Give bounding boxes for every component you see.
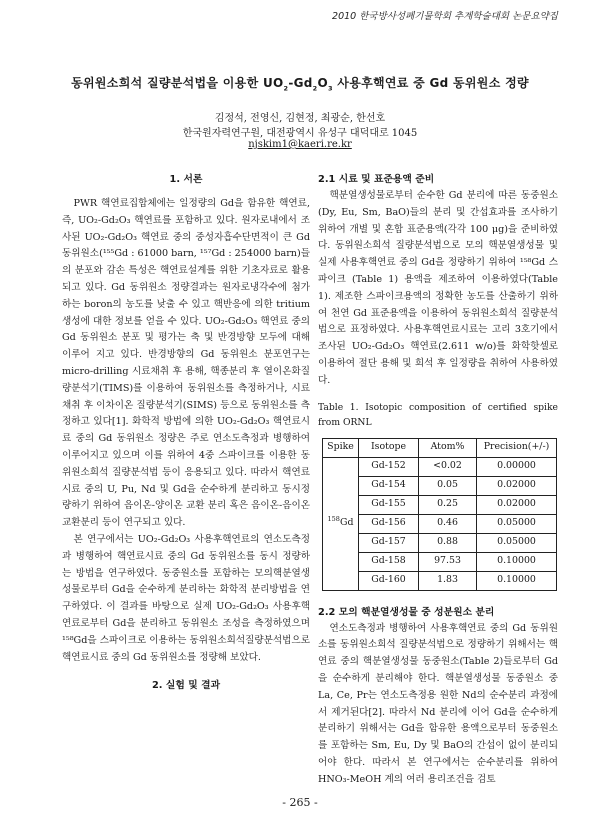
column-header: Spike xyxy=(323,438,359,457)
isotope-cell: Gd-160 xyxy=(359,571,419,590)
section-2-2-heading: 2.2 모의 핵분열생성물 중 성분원소 분리 xyxy=(318,606,495,618)
spike-composition-table xyxy=(322,438,557,591)
intro-paragraph-2: 본 연구에서는 UO₂-Gd₂O₃ 사용후핵연료의 연소도측정과 병행하여 핵연료시료 중의 Gd 동위원소를 동시 정량하는 방법을 연구하였다. 동중원소를 포함하는 모의핵분열생성물로부터 Gd을 순수하게 분리하는 화학적 분리방법을 연구하였다. 이 결과를 바탕으로 실제 UO₂-Gd₂O₃ 사용후핵연료로부터 Gd을 분리하고 동위원소 조성을 측정하였으며 ¹⁵⁸Gd을 스파이크로 이용하는 동위원소희석질량분석법으로 핵연료시료 중의 Gd 동위원소를 정량해 보았다. xyxy=(62,533,310,663)
page-number: - 265 - xyxy=(282,796,318,809)
table-row xyxy=(323,514,557,533)
precision-cell: 0.10000 xyxy=(477,552,557,571)
email-link[interactable]: njskim1@kaeri.re.kr xyxy=(248,139,352,150)
table-header-row xyxy=(323,438,557,457)
conference-header: 2010 한국방사성폐기물학회 추계학술대회 논문요약집 xyxy=(332,11,558,22)
experiment-heading: 2. 실험 및 결과 xyxy=(151,680,221,692)
isotope-cell: Gd-154 xyxy=(359,476,419,495)
isotope-cell: Gd-152 xyxy=(359,457,419,476)
atom-cell: 1.83 xyxy=(419,571,477,590)
column-header: Atom% xyxy=(419,438,477,457)
atom-cell: 97.53 xyxy=(419,552,477,571)
paper-title: 동위원소희석 질량분석법을 이용한 $UO_2-Gd_2O_3$ 사용후핵연료 중 Gd 동위원소 정량 xyxy=(71,76,529,93)
spike-element: Gd xyxy=(339,517,354,529)
column-header: Isotope xyxy=(359,438,419,457)
isotope-cell: Gd-155 xyxy=(359,495,419,514)
precision-cell: 0.05000 xyxy=(477,533,557,552)
table-row xyxy=(323,571,557,590)
isotope-cell: Gd-156 xyxy=(359,514,419,533)
table-row xyxy=(323,533,557,552)
atom-cell: <0.02 xyxy=(419,457,477,476)
isotope-cell: Gd-158 xyxy=(359,552,419,571)
precision-cell: 0.05000 xyxy=(477,514,557,533)
spike-cell xyxy=(323,457,359,590)
column-header: Precision(+/-) xyxy=(477,438,557,457)
table-row xyxy=(323,457,557,476)
affiliation: 한국원자력연구원, 대전광역시 유성구 대덕대로 1045 xyxy=(182,128,418,139)
atom-cell: 0.25 xyxy=(419,495,477,514)
table-row xyxy=(323,476,557,495)
left-column xyxy=(62,172,310,694)
atom-cell: 0.05 xyxy=(419,476,477,495)
isotope-cell: Gd-157 xyxy=(359,533,419,552)
spike-mass: 158 xyxy=(327,515,340,524)
section-2-1-text: 핵분열생성물로부터 순수한 Gd 분리에 따른 동중원소(Dy, Eu, Sm, BaO)들의 분리 및 간섭효과를 조사하기 위하여 개별 및 혼합 표준용액(각각 100 μg)을 준비하였다. 동위원소희석 질량분석법으로 모의 핵분열생성물 및 실제 사용후핵연료 중의 Gd을 정량하기 위하여 ¹⁵⁸Gd 스파이크 (Table 1) 용액을 제조하여 이용하였다(Table 1). 제조한 스파이크용액의 정확한 농도를 산출하기 위하여 천연 Gd 표준용액을 이용하여 동위원소희석 질량분석법으로 표정하였다. 사용후핵연료시료는 고리 3호기에서 조사된 UO₂-Gd₂O₃ 핵연료(2.611 w/o)를 화학핫셀로 이용하여 절단 용해 및 희석 후 일정량을 취하여 사용하였다. xyxy=(318,190,558,386)
right-column xyxy=(318,172,558,789)
table-row xyxy=(323,552,557,571)
section-2-1-heading: 2.1 시료 및 표준용액 준비 xyxy=(318,174,435,185)
precision-cell: 0.02000 xyxy=(477,476,557,495)
author-list: 김정석, 전영신, 김현정, 최광순, 한선호 xyxy=(214,113,386,124)
precision-cell: 0.10000 xyxy=(477,571,557,590)
table-caption: Table 1. Isotopic composition of certified spike from ORNL xyxy=(318,401,558,428)
atom-cell: 0.88 xyxy=(419,533,477,552)
table-row xyxy=(323,495,557,514)
precision-cell: 0.00000 xyxy=(477,457,557,476)
section-2-2-text: 연소도측정과 병행하여 사용후핵연료 중의 Gd 동위원소를 동위원소희석 질량분석법으로 정량하기 위해서는 핵연료 중의 핵분열생성물 동중원소(Table 2)들로부터 Gd을 순수하게 분리해야 한다. 핵분열생성물 동중원소 중 La, Ce, Pr는 연소도측정용 원한 Nd의 순수분리 과정에서 제거된다[2]. 따라서 Nd 분리에 이어 Gd을 순수하게 분리하기 위해서는 Gd을 함유한 용액으로부터 동중원소를 포함하는 Sm, Eu, Dy 및 BaO의 간섭이 없이 분리되어야 한다. 따라서 본 연구에서는 순수분리를 위하여 HNO₃-MeOH 계의 여러 용리조건을 검토 xyxy=(318,622,558,785)
precision-cell: 0.02000 xyxy=(477,495,557,514)
intro-heading: 1. 서론 xyxy=(169,174,203,185)
atom-cell: 0.46 xyxy=(419,514,477,533)
intro-paragraph-1: PWR 핵연료집합체에는 일정량의 Gd을 함유한 핵연료, 즉, UO₂-Gd₂O₃ 핵연료를 포함하고 있다. 원자로내에서 조사된 UO₂-Gd₂O₃ 핵연료 중의 중성자흡수단면적이 큰 Gd 동위원소(¹⁵⁵Gd : 61000 barn, ¹⁵⁷Gd : 254000 barn)들의 분포와 감손 특성은 핵연료설계를 위한 기초자료로 활용되고 있다. Gd 동위원소 정량결과는 원자로냉각수에 첨가하는 boron의 농도를 낮출 수 있고 핵반응에 의한 tritium 생성에 대한 정보를 얻을 수 있다. UO₂-Gd₂O₃ 핵연료 중의 Gd 동위원소 분포 및 평가는 축 및 반경방향 모두에 대해 이루어 지고 있다. 반경방향의 Gd 동위원소 분포연구는 micro-drilling 시료채취 후 용해, 핵종분리 후 열이온화질량분석기(TIMS)를 이용하여 동위원소를 측정하거나, 시료채취 후 이차이온 질량분석기(SIMS) 등으로 동위원소를 측정하고 있다[1]. 화학적 방법에 의한 UO₂-Gd₂O₃ 핵연료시료 중의 Gd 동위원소 정량은 주로 연소도측정과 병행하여 이루어지고 있으며 이를 위하여 4중 스파이크를 이용한 동위원소희석 질량분석법 등이 응용되고 있다. 따라서 핵연료시료 중의 U, Pu, Nd 및 Gd을 순수하게 분리하고 동시정량하기 위하여 음이온-양이온 교환 분리 혹은 음이온-음이온 교환분리 등이 연구되고 있다. xyxy=(62,198,310,529)
